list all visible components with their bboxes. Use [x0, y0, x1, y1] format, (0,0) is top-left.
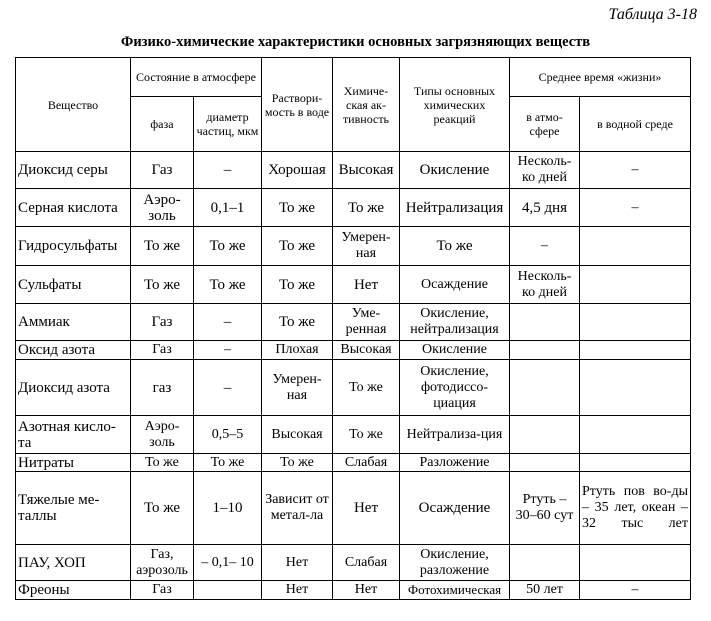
cell-lifetime-atm: 4,5 дня [510, 189, 580, 227]
table-title: Физико-химические характеристики основных загрязняющих веществ [120, 34, 591, 50]
cell-diameter: 0,5–5 [194, 416, 262, 454]
header-activity: Химиче-ская ак-тивность [333, 58, 400, 152]
table-row [16, 360, 691, 416]
cell-substance: Серная кислота [16, 189, 131, 227]
header-in-water: в водной среде [580, 97, 691, 152]
cell-solubility: То же [262, 454, 333, 472]
table-row [16, 227, 691, 266]
cell-diameter: 1–10 [194, 472, 262, 545]
cell-reactions: Разложение [400, 454, 510, 472]
cell-activity: Слабая [333, 545, 400, 581]
cell-activity: То же [333, 360, 400, 416]
cell-activity: Нет [333, 472, 400, 545]
cell-diameter [194, 581, 262, 600]
cell-phase: Аэро-золь [131, 189, 194, 227]
cell-substance: Тяжелые ме-таллы [16, 472, 131, 545]
cell-phase: Аэро-золь [131, 416, 194, 454]
header-in-atmosphere: в атмо-сфере [510, 97, 580, 152]
cell-lifetime-atm: Несколь-ко дней [510, 266, 580, 304]
cell-lifetime-atm [510, 304, 580, 341]
cell-substance: Азотная кисло-та [16, 416, 131, 454]
cell-lifetime-water: Ртуть пов во-ды – 35 лет, океан – 32 тыс лет [580, 472, 691, 545]
table-row [16, 266, 691, 304]
cell-phase: То же [131, 454, 194, 472]
cell-substance: Нитраты [16, 454, 131, 472]
header-lifetime: Среднее время «жизни» [510, 58, 691, 97]
cell-lifetime-water [580, 266, 691, 304]
cell-solubility: Хорошая [262, 152, 333, 189]
cell-solubility: Плохая [262, 341, 333, 360]
cell-phase: Газ [131, 304, 194, 341]
cell-solubility: Нет [262, 545, 333, 581]
cell-phase: газ [131, 360, 194, 416]
cell-diameter: – 0,1– 10 [194, 545, 262, 581]
table-number: Таблица 3-18 [608, 6, 697, 23]
cell-solubility: Зависит от метал-ла [262, 472, 333, 545]
cell-lifetime-atm [510, 545, 580, 581]
cell-activity: Высокая [333, 341, 400, 360]
cell-solubility: То же [262, 189, 333, 227]
cell-lifetime-water [580, 304, 691, 341]
table-row [16, 454, 691, 472]
cell-lifetime-atm: Несколь-ко дней [510, 152, 580, 189]
cell-lifetime-atm: Ртуть – 30–60 сут [510, 472, 580, 545]
cell-substance: ПАУ, ХОП [16, 545, 131, 581]
cell-lifetime-water [580, 454, 691, 472]
table-row [16, 416, 691, 454]
table-row [16, 152, 691, 189]
table-row [16, 581, 691, 600]
cell-lifetime-water [580, 416, 691, 454]
cell-activity: То же [333, 189, 400, 227]
characteristics-table [15, 57, 691, 600]
cell-phase: Газ [131, 152, 194, 189]
cell-diameter: То же [194, 454, 262, 472]
cell-lifetime-water: – [580, 581, 691, 600]
table-row [16, 341, 691, 360]
cell-reactions: Нейтрализа-ция [400, 416, 510, 454]
cell-reactions: Фотохимическая [400, 581, 510, 600]
cell-phase: То же [131, 472, 194, 545]
cell-substance: Сульфаты [16, 266, 131, 304]
cell-activity: Уме-ренная [333, 304, 400, 341]
cell-lifetime-water [580, 341, 691, 360]
header-state: Состояние в атмосфере [131, 58, 262, 97]
cell-diameter: – [194, 360, 262, 416]
cell-reactions: Окисление [400, 152, 510, 189]
table-row [16, 472, 691, 545]
cell-activity: Слабая [333, 454, 400, 472]
cell-solubility: Умерен-ная [262, 360, 333, 416]
cell-reactions: Осаждение [400, 472, 510, 545]
cell-substance: Диоксид серы [16, 152, 131, 189]
cell-activity: То же [333, 416, 400, 454]
cell-lifetime-water: – [580, 152, 691, 189]
header-particle-diameter: диаметр частиц, мкм [194, 97, 262, 152]
cell-lifetime-atm [510, 454, 580, 472]
cell-lifetime-atm [510, 341, 580, 360]
cell-phase: То же [131, 266, 194, 304]
header-substance: Вещество [16, 58, 131, 152]
header-phase: фаза [131, 97, 194, 152]
cell-activity: Нет [333, 266, 400, 304]
cell-lifetime-atm [510, 416, 580, 454]
cell-activity: Умерен-ная [333, 227, 400, 266]
cell-reactions: Окисление [400, 341, 510, 360]
cell-phase: Газ, аэрозоль [131, 545, 194, 581]
cell-diameter: То же [194, 266, 262, 304]
cell-reactions: Окисление, разложение [400, 545, 510, 581]
cell-diameter: – [194, 152, 262, 189]
cell-substance: Фреоны [16, 581, 131, 600]
cell-reactions: Окисление, фотодиссо-циация [400, 360, 510, 416]
cell-substance: Диоксид азота [16, 360, 131, 416]
cell-lifetime-water: – [580, 189, 691, 227]
header-reactions: Типы основных химических реакций [400, 58, 510, 152]
cell-diameter: – [194, 304, 262, 341]
cell-diameter: 0,1–1 [194, 189, 262, 227]
cell-lifetime-atm: 50 лет [510, 581, 580, 600]
cell-reactions: То же [400, 227, 510, 266]
header-solubility: Раствори-мость в воде [262, 58, 333, 152]
cell-diameter: – [194, 341, 262, 360]
cell-activity: Высокая [333, 152, 400, 189]
cell-activity: Нет [333, 581, 400, 600]
cell-substance: Гидросульфаты [16, 227, 131, 266]
cell-phase: Газ [131, 341, 194, 360]
cell-reactions: Окисление, нейтрализация [400, 304, 510, 341]
cell-reactions: Осаждение [400, 266, 510, 304]
table-row [16, 189, 691, 227]
cell-phase: То же [131, 227, 194, 266]
cell-lifetime-water [580, 360, 691, 416]
cell-phase: Газ [131, 581, 194, 600]
cell-reactions: Нейтрализация [400, 189, 510, 227]
cell-lifetime-water [580, 227, 691, 266]
cell-solubility: Нет [262, 581, 333, 600]
table-row [16, 545, 691, 581]
cell-solubility: То же [262, 304, 333, 341]
cell-lifetime-atm: – [510, 227, 580, 266]
cell-substance: Аммиак [16, 304, 131, 341]
cell-solubility: Высокая [262, 416, 333, 454]
cell-solubility: То же [262, 227, 333, 266]
cell-substance: Оксид азота [16, 341, 131, 360]
cell-solubility: То же [262, 266, 333, 304]
cell-lifetime-water [580, 545, 691, 581]
cell-diameter: То же [194, 227, 262, 266]
table-row [16, 304, 691, 341]
cell-lifetime-atm [510, 360, 580, 416]
